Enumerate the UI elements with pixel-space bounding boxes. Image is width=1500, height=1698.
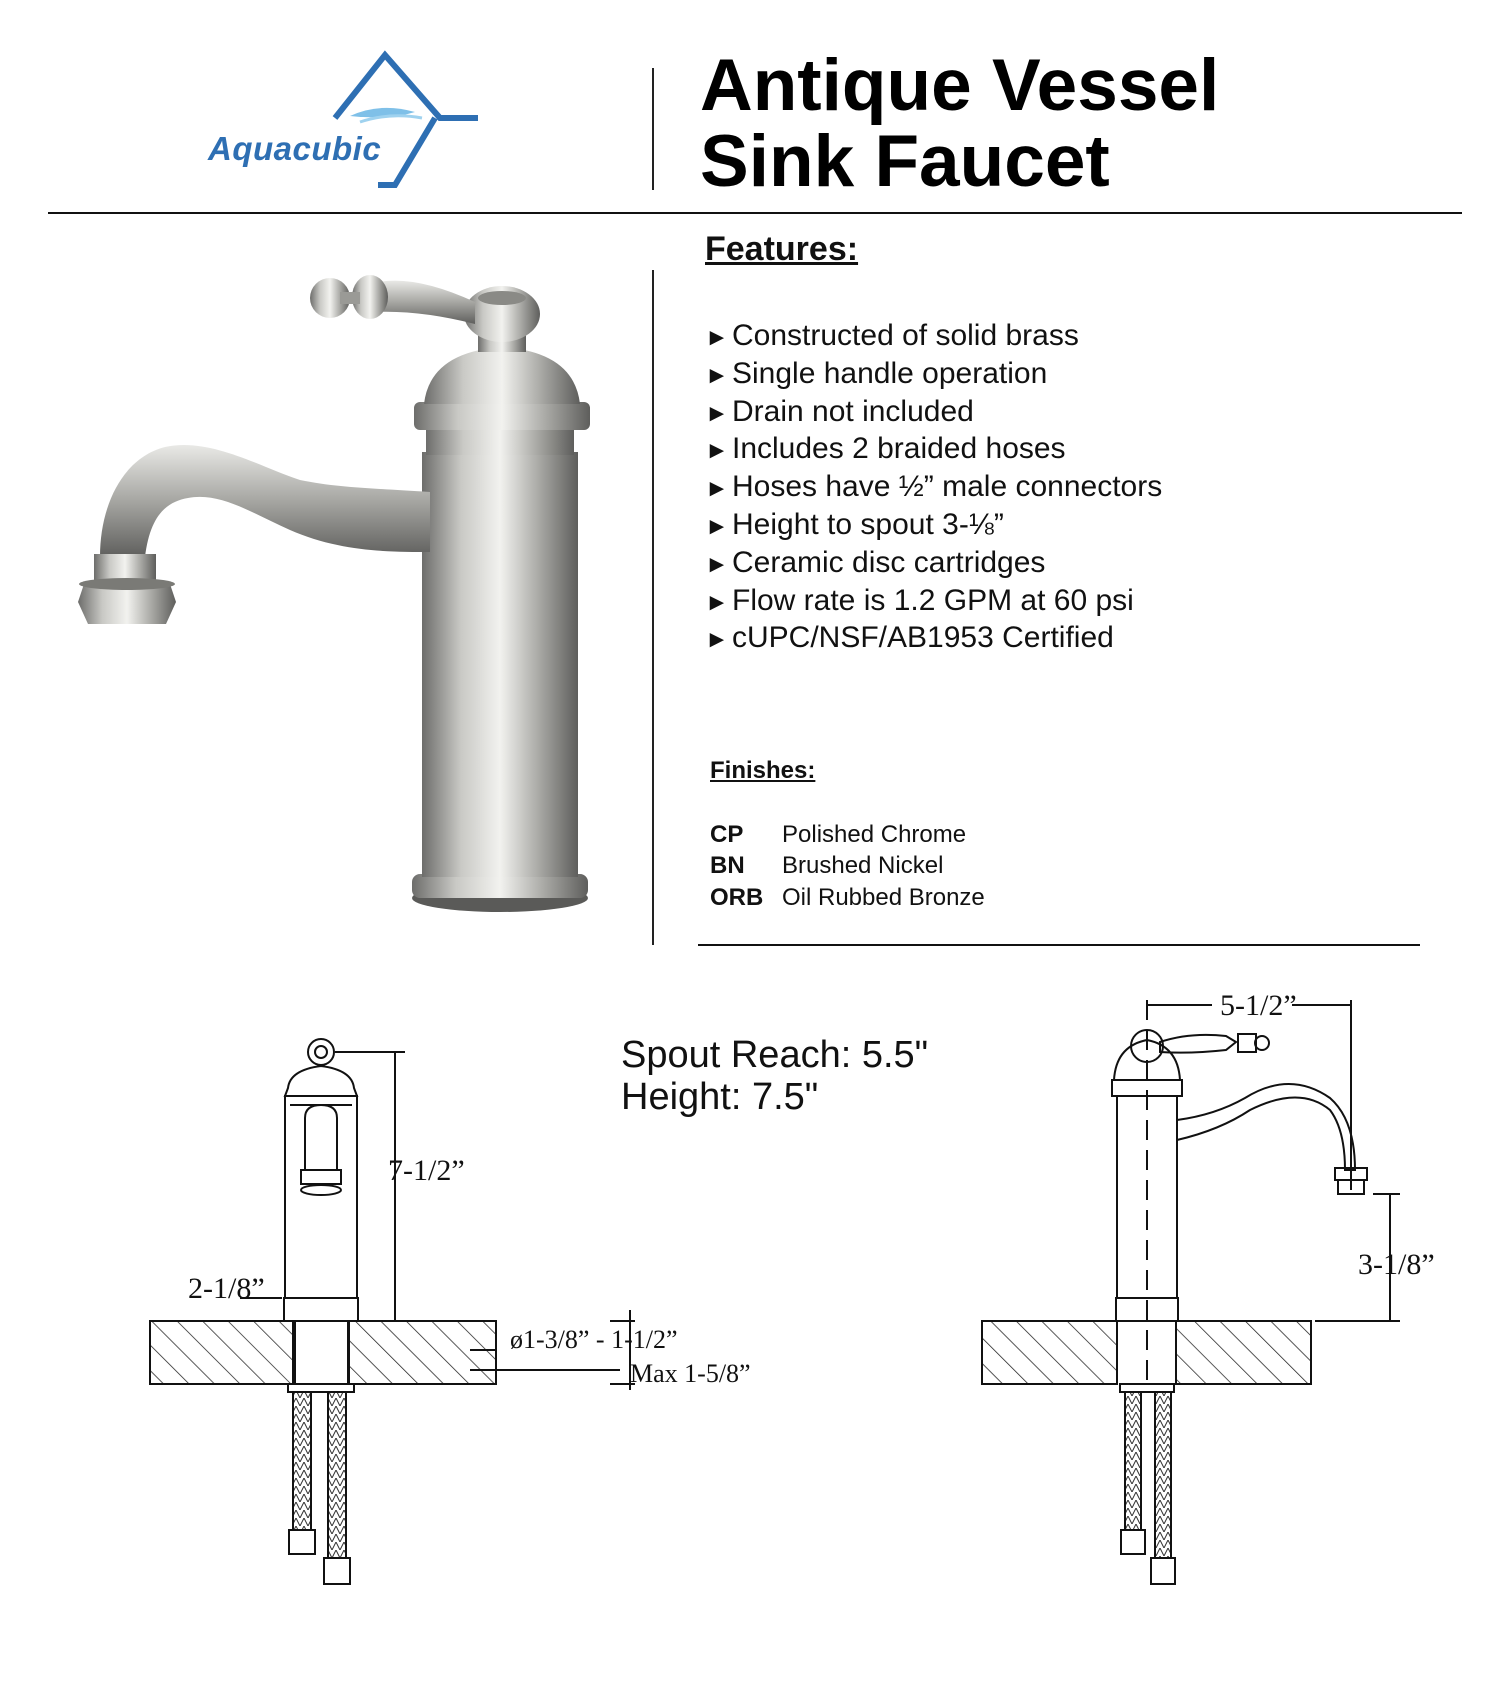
feature-item: ► Height to spout 3-⅛” xyxy=(705,506,1162,544)
feature-item: ► Includes 2 braided hoses xyxy=(705,430,1162,468)
bullet-arrow-icon: ► xyxy=(705,626,729,654)
bullet-arrow-icon: ► xyxy=(705,512,729,540)
title-line-2: Sink Faucet xyxy=(700,121,1110,202)
features-rule xyxy=(698,944,1420,946)
bullet-arrow-icon: ► xyxy=(705,324,729,351)
bullet-arrow-icon: ► xyxy=(705,550,729,578)
feature-item: ► Single handle operation xyxy=(705,355,1162,393)
bullet-arrow-icon: ► xyxy=(705,399,729,427)
finish-row-cp: CP Polished Chrome xyxy=(710,821,967,848)
finish-row-orb: ORB Oil Rubbed Bronze xyxy=(710,884,985,911)
dim-base-label: 2-1/8” xyxy=(188,1272,265,1305)
dim-reach-label: 5-1/2” xyxy=(1220,989,1297,1022)
finishes-heading: Finishes: xyxy=(710,757,816,784)
feature-item: ► cUPC/NSF/AB1953 Certified xyxy=(705,619,1162,657)
height-spec: Height: 7.5" xyxy=(621,1076,819,1118)
aquacubic-logo xyxy=(200,50,490,190)
dim-spout-height-label: 3-1/8” xyxy=(1358,1248,1435,1281)
header-rule xyxy=(48,212,1462,214)
bullet-arrow-icon: ► xyxy=(705,437,729,465)
dim-deck-label: Max 1-5/8” xyxy=(630,1359,751,1388)
feature-item: ► Hoses have ½” male connectors xyxy=(705,468,1162,506)
title-line-1: Antique Vessel xyxy=(700,45,1220,126)
faucet-photo xyxy=(70,262,610,922)
bullet-arrow-icon: ► xyxy=(705,361,729,389)
dim-height-label: 7-1/2” xyxy=(388,1154,465,1187)
content-divider xyxy=(652,270,654,945)
spout-reach-spec: Spout Reach: 5.5" xyxy=(621,1034,929,1076)
feature-item: ► Ceramic disc cartridges xyxy=(705,544,1162,582)
brand-name: Aquacubic xyxy=(208,130,382,167)
header-divider xyxy=(652,68,654,190)
front-view-drawing xyxy=(140,1030,820,1590)
feature-item: ► Drain not included xyxy=(705,393,1162,431)
bullet-arrow-icon: ► xyxy=(705,588,729,616)
features-heading: Features: xyxy=(705,230,859,268)
bullet-arrow-icon: ► xyxy=(705,475,729,503)
features-list xyxy=(705,317,1162,657)
page-title xyxy=(700,45,1220,202)
dim-hole-label: ø1-3/8” - 1-1/2” xyxy=(510,1325,678,1354)
side-view-drawing xyxy=(980,980,1460,1590)
feature-item: ► Constructed of solid brass xyxy=(705,317,1162,355)
finish-row-bn: BN Brushed Nickel xyxy=(710,852,944,879)
feature-item: ► Flow rate is 1.2 GPM at 60 psi xyxy=(705,582,1162,620)
